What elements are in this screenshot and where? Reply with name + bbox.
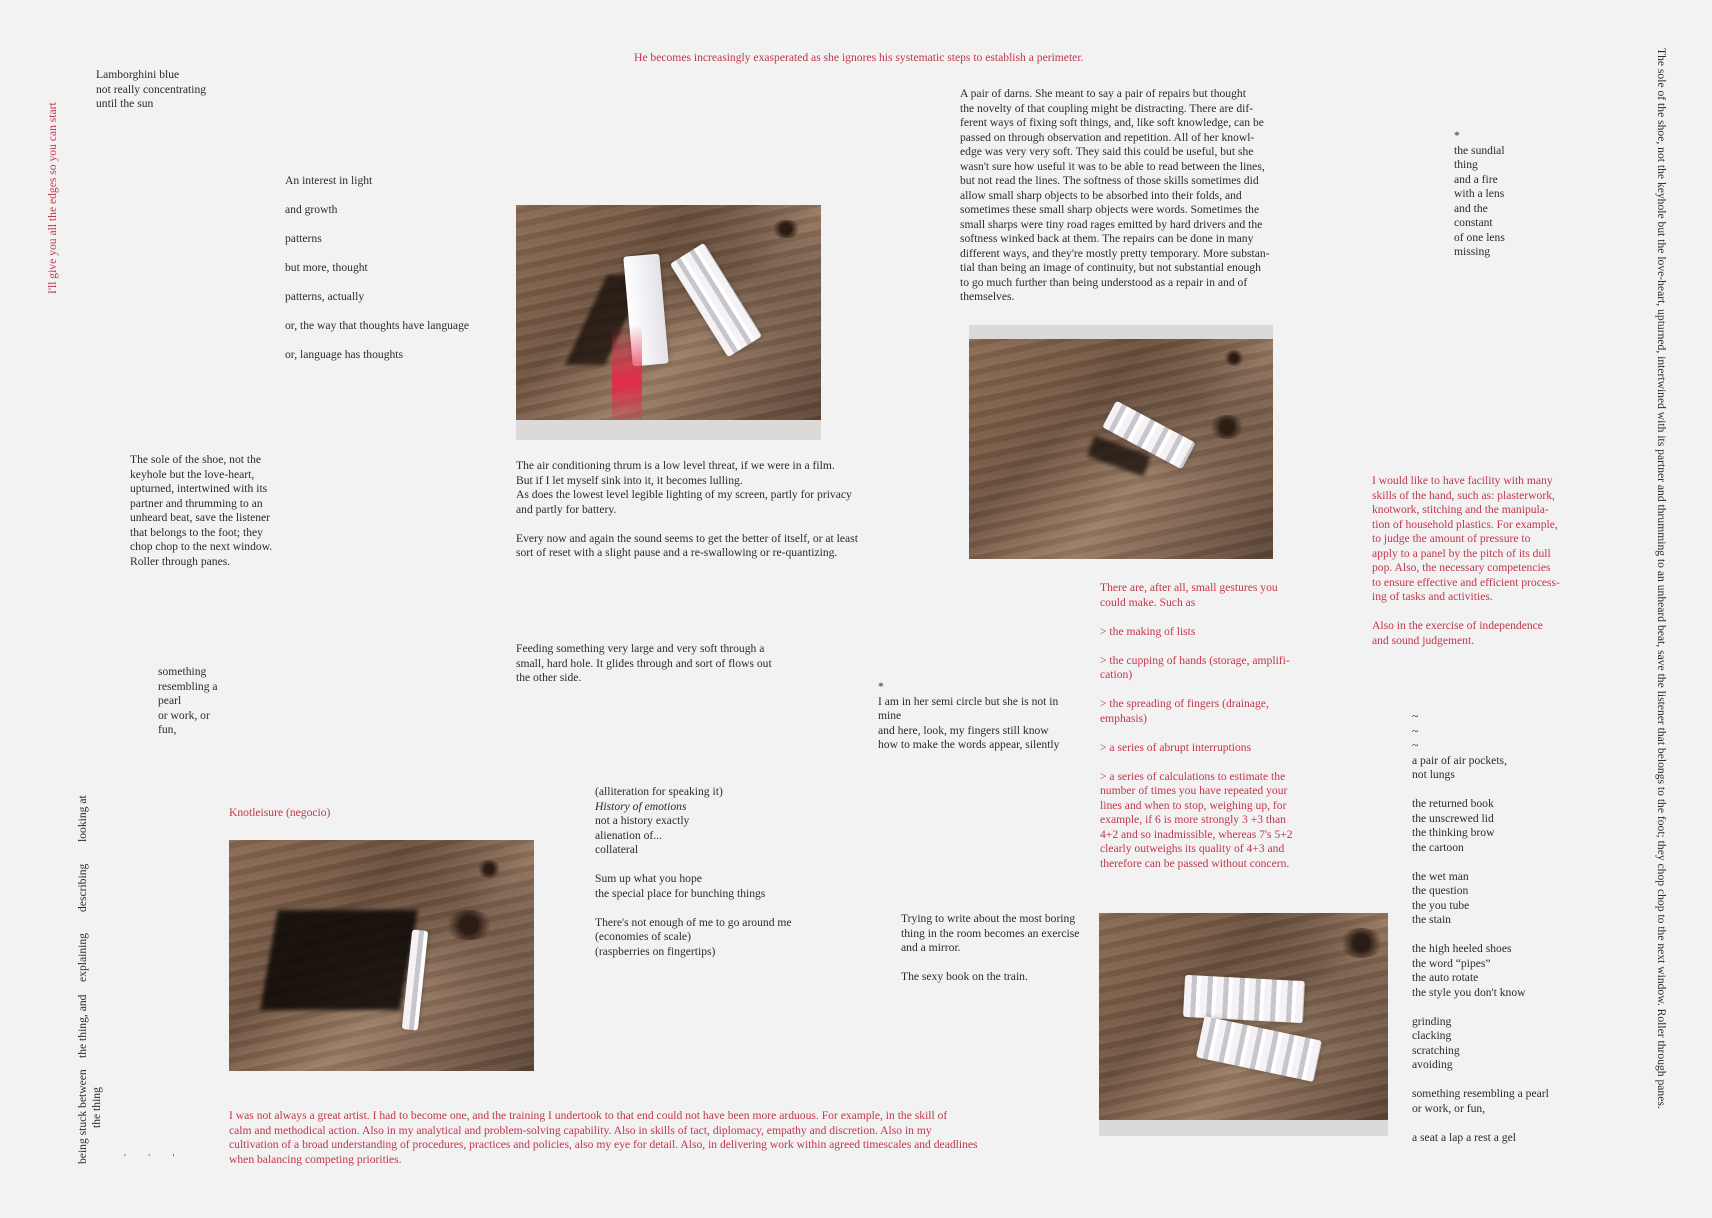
text-line: partner and thrumming to an (130, 496, 263, 510)
text-line: different ways, and they're mostly pretty temporary. More substan- (960, 246, 1270, 260)
vertical-explaining: explaining (76, 933, 89, 982)
stanza-line: and the (1454, 201, 1488, 215)
photo-tile-shadow (229, 840, 534, 1071)
top-line: He becomes increasingly exasperated as she ignores his systematic steps to establish a perimeter. (634, 51, 1084, 64)
text-line: The sexy book on the train. (901, 970, 1028, 983)
list-item: > a series of abrupt interruptions (1100, 740, 1252, 754)
text-line: to go much further than being understood as a repair in and of (960, 275, 1248, 289)
text-line: could make. Such as (1100, 595, 1196, 609)
list-item: emphasis) (1100, 711, 1148, 725)
list-item: or work, or fun, (1412, 1101, 1486, 1115)
text-line: tion of household plastics. For example, (1372, 517, 1558, 531)
list-item: avoiding (1412, 1058, 1453, 1071)
alliteration-stanza (595, 785, 792, 959)
right-word-list (1412, 710, 1549, 1145)
stanza-line: of one lens (1454, 230, 1505, 244)
stanza-line: constant (1454, 216, 1493, 229)
text-line: passed on through observation and repetition. All of her knowl- (960, 130, 1255, 144)
text-line: and sound judgement. (1372, 633, 1475, 647)
air-conditioning-passage (516, 459, 858, 561)
semi-circle-stanza (878, 680, 1059, 753)
stanza-line: or work, or (158, 708, 210, 722)
text-line: Roller through panes. (130, 554, 231, 568)
list-item: the thinking brow (1412, 826, 1495, 839)
text-line: to judge the amount of pressure to (1372, 532, 1531, 545)
something-pearl-stanza (158, 665, 218, 738)
text-line: cultivation of a broad understanding of procedures, practices and policies, also my eye for detail. Also, in delivering work within agreed timescales and deadlines (229, 1138, 978, 1151)
vertical-being-stuck-between: being stuck between (76, 1069, 89, 1164)
list-item: > the spreading of fingers (drainage, (1100, 697, 1269, 710)
vertical-looking-at: looking at (76, 795, 89, 842)
stanza-line: the sundial (1454, 143, 1505, 157)
stanza-line: mine (878, 709, 902, 722)
left-vertical-text: I'll give you all the edges so you can start (46, 102, 59, 294)
text-line: But if I let myself sink into it, it becomes lulling. (516, 473, 743, 487)
sundial-stanza (1454, 129, 1505, 260)
tick-marks: ' ' ' (124, 1153, 185, 1164)
stanza-line: missing (1454, 245, 1491, 258)
list-item: cation) (1100, 668, 1133, 681)
stanza-line: * (1454, 129, 1460, 142)
tilde-mark: ~ (1412, 739, 1419, 752)
text-line: There are, after all, small gestures you (1100, 581, 1278, 594)
boring-thing-passage (901, 912, 1079, 985)
text-line: when balancing competing priorities. (229, 1152, 402, 1166)
tilde-mark: ~ (1412, 724, 1419, 738)
stanza-line: An interest in light (285, 174, 373, 187)
text-line: A pair of darns. She meant to say a pair of repairs but thought (960, 87, 1246, 100)
small-gestures-list (1100, 581, 1293, 871)
list-item: the you tube (1412, 898, 1470, 912)
feeding-passage (516, 642, 772, 686)
stanza-line: resembling a (158, 679, 218, 693)
text-line: unheard beat, save the listener (130, 511, 271, 524)
stanza-line: with a lens (1454, 187, 1505, 200)
text-line: apply to a panel by the pitch of its dull (1372, 546, 1551, 560)
text-line: allow small sharp objects to be absorbed into their folds, and (960, 188, 1242, 202)
text-line: I would like to have facility with many (1372, 474, 1553, 487)
list-item: scratching (1412, 1043, 1460, 1057)
text-line: themselves. (960, 290, 1015, 303)
list-item: clearly outweighs its quality of 4+3 and (1100, 842, 1285, 855)
list-item: grinding (1412, 1014, 1452, 1028)
list-item: not lungs (1412, 768, 1455, 781)
text-line: Feeding something very large and very soft through a (516, 642, 765, 655)
text-line: keyhole but the love-heart, (130, 467, 255, 481)
text-line: Also in the exercise of independence (1372, 619, 1543, 632)
photo-tiles-red-light (516, 205, 821, 440)
text-line: that belongs to the foot; they (130, 525, 263, 539)
text-line: softness winked back at them. The repairs can be done in many (960, 232, 1254, 245)
text-line: The air conditioning thrum is a low level threat, if we were in a film. (516, 459, 835, 472)
stanza-line: Lamborghini blue (96, 68, 180, 81)
stanza-line: and a fire (1454, 172, 1498, 186)
list-item: the cartoon (1412, 840, 1464, 854)
stanza-line: Sum up what you hope (595, 872, 702, 885)
stanza-line: not a history exactly (595, 814, 690, 827)
tilde-mark: ~ (1412, 710, 1419, 723)
list-item: clacking (1412, 1029, 1452, 1042)
stanza-line: patterns (285, 232, 322, 245)
stanza-line: alienation of... (595, 828, 662, 842)
text-line: knotwork, stitching and the manipula- (1372, 503, 1549, 516)
stanza-line: pearl (158, 694, 182, 707)
text-line: edge was very very soft. They said this could be useful, but she (960, 145, 1254, 158)
text-line: but not read the lines. The softness of those skills sometimes did (960, 174, 1259, 187)
text-line: tial than being an image of continuity, but not substantial enough (960, 261, 1261, 274)
stanza-line: thing (1454, 158, 1478, 171)
stanza-line: something (158, 665, 207, 678)
text-line: small sharps were tiny road rages emitted by hard drivers and the (960, 217, 1263, 231)
list-item: the returned book (1412, 797, 1494, 810)
stanza-line-italic: History of emotions (595, 799, 687, 813)
list-item: > a series of calculations to estimate the (1100, 769, 1286, 783)
stanza-line: but more, thought (285, 261, 368, 274)
stanza-line: There's not enough of me to go around me (595, 915, 792, 929)
text-line: Every now and again the sound seems to get the better of itself, or at least (516, 531, 858, 545)
list-item: > the making of lists (1100, 624, 1196, 638)
text-line: chop chop to the next window. (130, 540, 273, 553)
list-item: the wet man (1412, 869, 1469, 883)
stanza-line: fun, (158, 723, 177, 736)
stanza-line: collateral (595, 843, 639, 856)
text-line: and a mirror. (901, 941, 961, 954)
stanza-line: or, language has thoughts (285, 348, 404, 361)
list-item: therefore can be passed without concern. (1100, 856, 1290, 870)
list-item: number of times you have repeated your (1100, 784, 1288, 797)
list-item: the high heeled shoes (1412, 942, 1512, 955)
lamborghini-stanza (96, 68, 206, 112)
list-item: the word “pipes” (1412, 956, 1491, 970)
right-vertical-text: The sole of the shoe, not the keyhole but the love-heart, upturned, intertwined with its partner and thrumming to an unheard beat, save the listener that belongs to the foot; they chop chop to the next window. Roller through panes. (1655, 48, 1668, 1109)
facility-passage (1372, 474, 1560, 648)
pair-of-darns-passage (960, 87, 1270, 305)
list-item: lines and when to stop, weighing up, for (1100, 798, 1287, 812)
list-item: the auto rotate (1412, 971, 1479, 984)
text-line: Trying to write about the most boring (901, 912, 1076, 925)
stanza-line: * (878, 680, 884, 693)
list-item: the stain (1412, 913, 1451, 926)
stanza-line: (alliteration for speaking it) (595, 785, 723, 798)
text-line: thing in the room becomes an exercise (901, 926, 1080, 940)
text-line: to ensure effective and efficient process- (1372, 575, 1560, 589)
text-line: and partly for battery. (516, 502, 617, 516)
list-item: example, if 6 is more strongly 3 +3 than (1100, 813, 1286, 826)
text-line: I was not always a great artist. I had to become one, and the training I undertook to that end could not have been more arduous. For example, in the skill of (229, 1109, 948, 1122)
stanza-line: (raspberries on fingertips) (595, 944, 716, 958)
vertical-describing: describing (76, 863, 89, 912)
stanza-line: (economies of scale) (595, 930, 691, 943)
stanza-line: not really concentrating (96, 82, 207, 96)
list-item: > the cupping of hands (storage, amplifi- (1100, 653, 1290, 667)
stanza-line: patterns, actually (285, 290, 365, 303)
text-line: The sole of the shoe, not the (130, 453, 262, 466)
vertical-the-thing-and: the thing, and (76, 994, 89, 1058)
text-line: upturned, intertwined with its (130, 482, 268, 495)
sole-of-the-shoe-block (130, 453, 272, 569)
interest-stanza (285, 166, 469, 369)
great-artist-passage (229, 1109, 978, 1167)
stanza-line: and here, look, my fingers still know (878, 723, 1049, 737)
list-item: 4+2 and so inadmissible, whereas 7's 5+2 (1100, 827, 1293, 841)
stanza-line: how to make the words appear, silently (878, 738, 1060, 751)
text-line: wasn't sure how useful it was to be able to read between the lines, (960, 159, 1265, 173)
list-item: the unscrewed lid (1412, 811, 1494, 825)
text-line: sometimes these small sharp objects were words. Sometimes the (960, 203, 1260, 216)
stanza-line: I am in her semi circle but she is not in (878, 694, 1059, 708)
text-line: sort of reset with a slight pause and a re-swallowing or re-quantizing. (516, 546, 838, 559)
list-item: the style you don't know (1412, 985, 1526, 999)
list-item: a seat a lap a rest a gel (1412, 1130, 1516, 1144)
text-line: pop. Also, the necessary competencies (1372, 561, 1551, 574)
photo-single-tile (969, 325, 1273, 559)
stanza-line: the special place for bunching things (595, 886, 766, 900)
vertical-the-thing: the thing (90, 1087, 103, 1128)
stanza-line: until the sun (96, 97, 154, 110)
text-line: ing of tasks and activities. (1372, 590, 1493, 603)
text-line: small, hard hole. It glides through and sort of flows out (516, 656, 772, 670)
knotleisure-label: Knotleisure (negocio) (229, 806, 331, 819)
text-line: the novelty of that coupling might be distracting. There are dif- (960, 101, 1254, 115)
photo-two-tiles (1099, 913, 1388, 1136)
list-item: the question (1412, 884, 1469, 897)
text-line: ferent ways of fixing soft things, and, like soft knowledge, can be (960, 116, 1264, 129)
list-item: something resembling a pearl (1412, 1087, 1549, 1100)
text-line: As does the lowest level legible lighting of my screen, partly for privacy (516, 488, 852, 501)
stanza-line: or, the way that thoughts have language (285, 319, 470, 332)
text-line: calm and methodical action. Also in my analytical and problem-solving capability. Also in skills of tact, diplomacy, empathy and discretion. Also in my (229, 1123, 932, 1137)
text-line: the other side. (516, 671, 582, 684)
list-item: a pair of air pockets, (1412, 753, 1507, 767)
text-line: skills of the hand, such as: plasterwork, (1372, 488, 1555, 502)
stanza-line: and growth (285, 203, 338, 216)
